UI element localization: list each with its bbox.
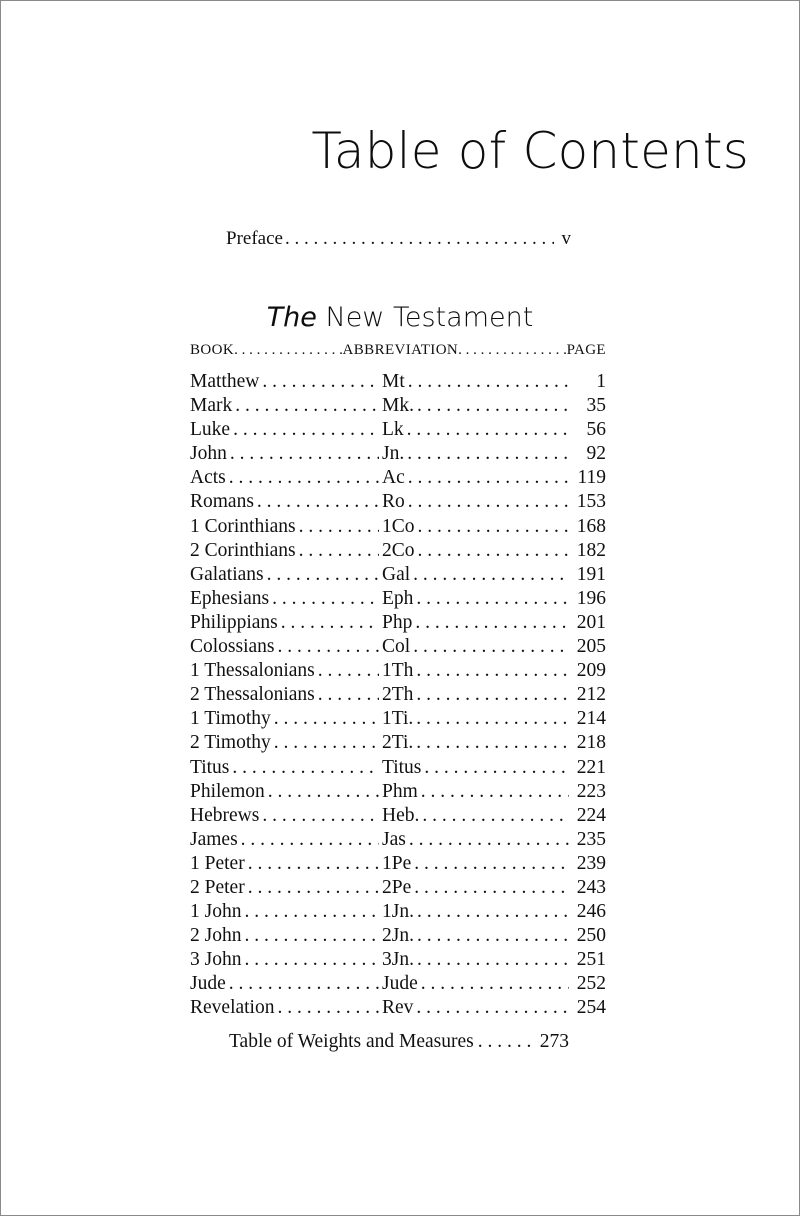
toc-entry-page-number: 224 [576, 804, 606, 826]
toc-entry-row[interactable] [190, 515, 606, 539]
toc-entry-abbreviation-group [382, 707, 606, 731]
toc-entry-page-number: 218 [576, 732, 606, 754]
toc-entry-abbreviation-group [382, 394, 606, 418]
leader-dots [417, 394, 569, 418]
footer-entry-page-number: 273 [539, 1031, 569, 1052]
leader-dots [414, 852, 569, 876]
toc-entry-row[interactable] [190, 370, 606, 394]
toc-entry-page-number: 35 [586, 395, 606, 417]
toc-entry-preface[interactable] [226, 229, 571, 248]
toc-entry-list [190, 370, 606, 1021]
toc-entry-book-name: Luke [190, 419, 231, 441]
toc-entry-book-name: 1 Corinthians [190, 515, 296, 537]
toc-entry-abbreviation-group [382, 924, 606, 948]
toc-entry-page-number: 1 [596, 371, 606, 392]
page-title: Table of Contents [311, 121, 749, 180]
leader-dots [262, 370, 379, 394]
leader-dots [278, 635, 379, 659]
leader-dots [274, 707, 379, 731]
section-heading-italic-word: The [266, 302, 317, 334]
toc-entry-page-number: 201 [576, 611, 606, 633]
toc-entry-abbreviation: Rev [382, 997, 414, 1019]
leader-dots [418, 515, 569, 539]
leader-dots [417, 900, 569, 924]
toc-entry-row[interactable] [190, 924, 606, 948]
leader-dots [408, 466, 569, 490]
toc-entry-book-name: Hebrews [190, 804, 260, 826]
toc-entry-page-number: 209 [576, 660, 606, 682]
toc-entry-abbreviation-group [382, 659, 606, 683]
leader-dots [416, 996, 569, 1020]
toc-entry-abbreviation: Ro [382, 491, 405, 513]
toc-entry-abbreviation-group [382, 370, 606, 394]
leader-dots [232, 756, 379, 780]
toc-entry-row[interactable] [190, 900, 606, 924]
leader-dots [285, 229, 554, 248]
leader-dots [414, 876, 569, 900]
toc-entry-abbreviation: 1Pe [382, 852, 412, 874]
toc-entry-row[interactable] [190, 852, 606, 876]
toc-entry-page-number: 235 [576, 828, 606, 850]
toc-entry-page-number: 251 [576, 949, 606, 971]
leader-dots [416, 731, 569, 755]
toc-entry-abbreviation-group [382, 683, 606, 707]
toc-entry-abbreviation-group [382, 876, 606, 900]
leader-dots [230, 442, 379, 466]
toc-entry-row[interactable] [190, 804, 606, 828]
leader-dots [241, 828, 379, 852]
leader-dots [235, 394, 379, 418]
toc-entry-page-number: 168 [576, 515, 606, 537]
toc-entry-abbreviation: Eph [382, 587, 414, 609]
toc-entry-page-number: 223 [576, 780, 606, 802]
leader-dots [416, 659, 569, 683]
leader-dots [478, 1032, 536, 1052]
toc-entry-abbreviation-group [382, 731, 606, 755]
toc-entry-abbreviation: Ac [382, 467, 405, 489]
toc-entry-abbreviation: Mk. [382, 395, 414, 417]
toc-entry-row[interactable] [190, 394, 606, 418]
toc-entry-book-name: John [190, 443, 227, 465]
column-header-book: BOOK [190, 342, 235, 358]
toc-entry-abbreviation-group [382, 996, 606, 1020]
toc-entry-book-name: Galatians [190, 563, 264, 585]
toc-entry-book-name: Acts [190, 467, 226, 489]
leader-dots [413, 563, 569, 587]
toc-entry-row[interactable] [190, 587, 606, 611]
leader-dots [318, 659, 379, 683]
leader-dots [277, 996, 379, 1020]
leader-dots [299, 515, 379, 539]
toc-entry-page-number: 239 [576, 852, 606, 874]
toc-entry-abbreviation-group [382, 948, 606, 972]
toc-entry-row[interactable] [190, 876, 606, 900]
toc-entry-abbreviation-group [382, 756, 606, 780]
toc-entry-page-number: 214 [576, 708, 606, 730]
toc-entry-row[interactable] [190, 563, 606, 587]
toc-entry-abbreviation-group [382, 780, 606, 804]
leader-dots [417, 948, 569, 972]
leader-dots [281, 611, 379, 635]
toc-entry-page-number: 212 [576, 684, 606, 706]
toc-entry-row[interactable] [190, 466, 606, 490]
toc-entry-abbreviation-group [382, 828, 606, 852]
leader-dots [257, 490, 379, 514]
leader-dots [458, 342, 566, 359]
toc-entry-page-number: 92 [586, 443, 606, 465]
toc-entry-page-number: 153 [576, 491, 606, 513]
leader-dots [416, 587, 569, 611]
toc-entry-page-number: 250 [576, 925, 606, 947]
toc-entry-abbreviation: 1Jn. [382, 901, 414, 923]
toc-entry-book-name: 2 Timothy [190, 732, 271, 754]
toc-entry-abbreviation-group [382, 635, 606, 659]
leader-dots [409, 828, 569, 852]
leader-dots [418, 539, 569, 563]
toc-entry-book-name: Jude [190, 973, 226, 995]
leader-dots [234, 342, 342, 359]
toc-entry-abbreviation: 2Co [382, 539, 415, 561]
leader-dots [229, 972, 379, 996]
toc-entry-abbreviation: Jn. [382, 443, 405, 465]
toc-entry-row[interactable] [190, 972, 606, 996]
toc-entry-abbreviation: Titus [382, 756, 422, 778]
leader-dots [421, 780, 569, 804]
toc-entry-abbreviation-group [382, 804, 606, 828]
toc-entry-abbreviation-group [382, 852, 606, 876]
toc-entry-row[interactable] [190, 635, 606, 659]
toc-entry-book-name: Ephesians [190, 587, 270, 609]
toc-entry-abbreviation: Gal [382, 563, 411, 585]
toc-entry-page-number: 246 [576, 901, 606, 923]
toc-entry-book-name: 2 Corinthians [190, 539, 296, 561]
toc-entry-abbreviation: Jas [382, 828, 406, 850]
leader-dots [417, 924, 569, 948]
toc-entry-book-name: 3 John [190, 949, 242, 971]
toc-entry-row[interactable] [190, 442, 606, 466]
toc-entry-page-number: 191 [576, 563, 606, 585]
section-heading-spacer [317, 302, 326, 333]
toc-entry-book-name: Romans [190, 491, 254, 513]
leader-dots [421, 972, 569, 996]
toc-entry-abbreviation: 3Jn. [382, 949, 414, 971]
toc-entry-weights-and-measures[interactable] [229, 1032, 569, 1052]
toc-entry-abbreviation: Php [382, 611, 413, 633]
toc-entry-page-number: 205 [576, 636, 606, 658]
toc-entry-book-name: Revelation [190, 997, 275, 1019]
leader-dots [424, 756, 569, 780]
leader-dots [262, 804, 379, 828]
toc-entry-book-name: 1 Peter [190, 852, 245, 874]
toc-entry-abbreviation: Jude [382, 973, 418, 995]
toc-entry-row[interactable] [190, 611, 606, 635]
leader-dots [415, 611, 569, 635]
section-heading-new-testament [1, 301, 799, 335]
leader-dots [274, 731, 379, 755]
toc-entry-row[interactable] [190, 828, 606, 852]
toc-entry-book-name: Mark [190, 395, 233, 417]
toc-entry-abbreviation: 2Jn. [382, 925, 414, 947]
toc-entry-abbreviation: 2Pe [382, 876, 412, 898]
toc-entry-abbreviation-group [382, 563, 606, 587]
preface-label: Preface [226, 228, 283, 249]
toc-entry-row[interactable] [190, 756, 606, 780]
toc-entry-abbreviation-group [382, 466, 606, 490]
toc-entry-book-name: 2 Peter [190, 876, 245, 898]
toc-entry-abbreviation-group [382, 539, 606, 563]
toc-entry-abbreviation: 2Th [382, 684, 414, 706]
column-header-row [190, 342, 606, 359]
toc-entry-abbreviation-group [382, 900, 606, 924]
leader-dots [318, 683, 379, 707]
leader-dots [416, 707, 569, 731]
toc-entry-abbreviation-group [382, 442, 606, 466]
toc-entry-abbreviation-group [382, 587, 606, 611]
leader-dots [244, 924, 379, 948]
toc-entry-book-name: Matthew [190, 371, 260, 392]
toc-entry-row[interactable] [190, 539, 606, 563]
toc-entry-row[interactable] [190, 490, 606, 514]
leader-dots [422, 804, 569, 828]
leader-dots [413, 635, 569, 659]
toc-entry-row[interactable] [190, 780, 606, 804]
toc-entry-row[interactable] [190, 659, 606, 683]
toc-entry-abbreviation: 1Co [382, 515, 415, 537]
toc-entry-row[interactable] [190, 996, 606, 1020]
toc-entry-page-number: 254 [576, 997, 606, 1019]
toc-entry-abbreviation-group [382, 418, 606, 442]
toc-entry-abbreviation: Mt [382, 371, 405, 392]
toc-entry-row[interactable] [190, 418, 606, 442]
toc-entry-abbreviation-group [382, 490, 606, 514]
toc-entry-abbreviation: Col [382, 636, 411, 658]
toc-entry-book-name: Philippians [190, 611, 278, 633]
toc-entry-book-name: Colossians [190, 636, 275, 658]
leader-dots [272, 587, 379, 611]
toc-entry-page-number: 221 [576, 756, 606, 778]
footer-entry-label: Table of Weights and Measures [229, 1031, 474, 1052]
toc-entry-book-name: Titus [190, 756, 230, 778]
toc-entry-book-name: 1 John [190, 901, 242, 923]
leader-dots [244, 948, 379, 972]
toc-entry-page-number: 196 [576, 587, 606, 609]
leader-dots [416, 683, 569, 707]
toc-entry-book-name: James [190, 828, 238, 850]
toc-entry-page-number: 56 [586, 419, 606, 441]
leader-dots [248, 876, 379, 900]
column-header-abbreviation: ABBREVIATION [342, 342, 459, 358]
leader-dots [407, 418, 569, 442]
toc-entry-abbreviation-group [382, 515, 606, 539]
toc-entry-page-number: 182 [576, 539, 606, 561]
toc-entry-book-name: 2 Thessalonians [190, 684, 315, 706]
toc-entry-abbreviation-group [382, 972, 606, 996]
leader-dots [267, 563, 379, 587]
toc-entry-page-number: 243 [576, 876, 606, 898]
toc-entry-abbreviation: 1Th [382, 660, 414, 682]
toc-entry-row[interactable] [190, 707, 606, 731]
leader-dots [233, 418, 379, 442]
leader-dots [268, 780, 379, 804]
toc-entry-abbreviation: Heb. [382, 804, 420, 826]
leader-dots [407, 442, 569, 466]
toc-entry-book-name: Philemon [190, 780, 265, 802]
toc-entry-book-name: 1 Timothy [190, 708, 271, 730]
toc-entry-page-number: 119 [577, 467, 606, 489]
toc-entry-abbreviation: Phm [382, 780, 418, 802]
section-heading-roman-words: New Testament [325, 302, 534, 334]
toc-entry-page-number: 252 [576, 973, 606, 995]
leader-dots [408, 370, 569, 394]
toc-entry-abbreviation: 2Ti. [382, 732, 414, 754]
leader-dots [248, 852, 379, 876]
toc-entry-abbreviation: 1Ti. [382, 708, 414, 730]
toc-entry-book-name: 2 John [190, 925, 242, 947]
toc-entry-book-name: 1 Thessalonians [190, 660, 315, 682]
toc-entry-row[interactable] [190, 683, 606, 707]
toc-entry-row[interactable] [190, 731, 606, 755]
leader-dots [408, 490, 569, 514]
leader-dots [229, 466, 379, 490]
column-header-page: PAGE [566, 342, 606, 358]
toc-entry-abbreviation-group [382, 611, 606, 635]
leader-dots [244, 900, 379, 924]
toc-entry-row[interactable] [190, 948, 606, 972]
preface-page-number: v [561, 228, 571, 249]
leader-dots [299, 539, 379, 563]
toc-entry-abbreviation: Lk [382, 419, 404, 441]
